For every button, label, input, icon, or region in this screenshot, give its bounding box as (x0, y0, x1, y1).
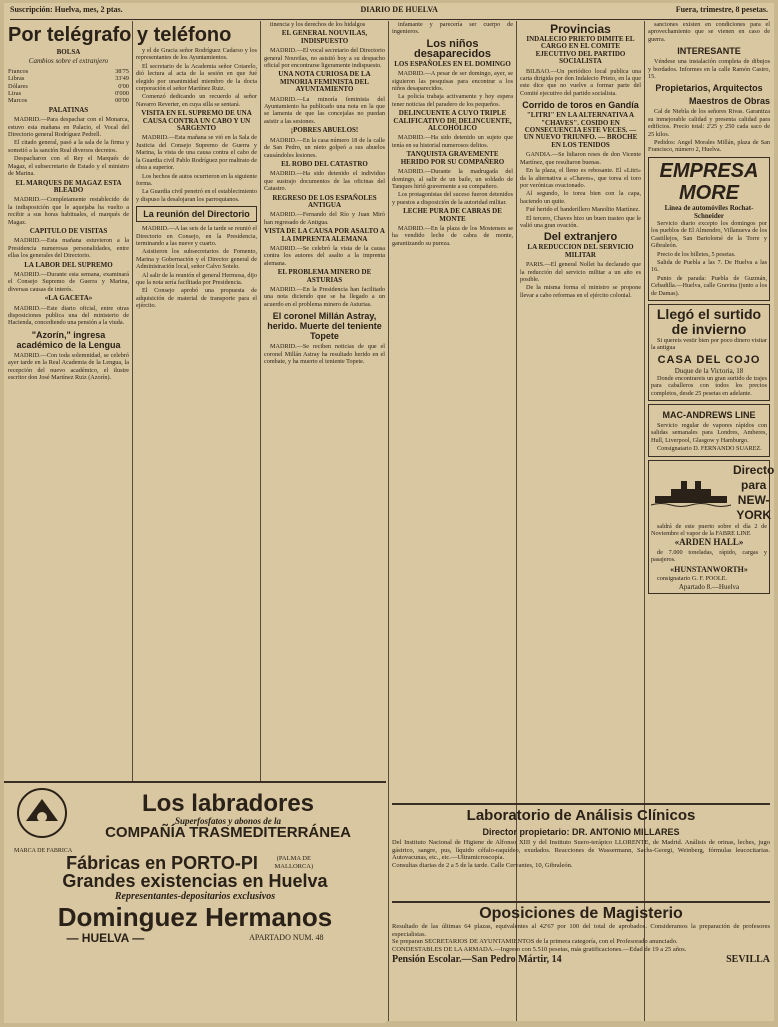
headline: INDALECIO PRIETO DIMITE EL CARGO EN EL COMITE EJECUTIVO DEL PARTIDO SOCIALISTA (526, 35, 635, 66)
stock-notice: Grandes existencias en Huelva (62, 871, 328, 891)
article-text: infamante y parecería ser cuerpo de ingenieros. (392, 21, 513, 36)
ad-subheading: Maestros de Obras (688, 96, 770, 107)
ship-name: «HUNSTANWORTH» (670, 564, 748, 574)
article-text: Despacharon con el Rey el Marqués de Magaz, el subsecretario de Estado y el ministro de Marina. (8, 155, 129, 178)
article-text: MADRID.—La minoría feminista del Ayuntamiento ha publicado una nota en la que se lamenta de que las concejalas no puedan asistir a las sesiones. (264, 95, 385, 125)
ad-text: Servicio diario excepto los domingos por los pueblos de El Almendro, Villanueva de los Castillejos, San Bartolomé de la Torre y Gibraleón. (651, 219, 767, 250)
article-text: MADRID.—Ha sido detenido el individuo que sustrajo documentos de las oficinas del Catastro. (264, 170, 385, 193)
article-text: MADRID.—Esta mañana se vió en la Sala de Justicia del Consejo Supremo de Guerra y Marina, la vista de una causa contra el cabo de la Guardia civil Pablo Rodríguez por maltrato de obra a superior. (136, 134, 257, 172)
shop-name: CASA DEL COJO (657, 353, 761, 366)
headline: UNA NOTA CURIOSA DE LA MINORIA FEMINISTA DEL AYUNTAMIENTO (278, 70, 371, 94)
ship-name: «ARDEN HALL» (674, 537, 744, 548)
company-name: COMPAÑÍA TRASMEDITERRÁNEA (105, 823, 351, 841)
table-row: Dólares 0'00 (8, 82, 129, 90)
column-5 (520, 21, 641, 801)
article-text: MADRID.—Fernando del Río y Juan Miró han regresado de Antigua. (264, 211, 385, 226)
article-text: MADRID.—En la plaza de los Mostenses se ha vendido leche de cabra de monte, garantizando su pureza. (392, 224, 513, 247)
ad-text: saldrá de este puerto sobre el día 2 de Noviembre el vapor de la FABRE LINE (651, 522, 767, 537)
ad-text: Pedidos: Angel Morales Millán, plaza de San Francisco, número 2, Huelva. (648, 139, 770, 154)
trademark-logo-icon (12, 787, 72, 843)
headline: La reunión del Directorio (136, 206, 257, 222)
ad-text: Precio de los billetes, 5 pesetas. (657, 250, 736, 258)
article-text: MADRID.—Completamente restablecido de la indisposición que le aquejaba ha vuelto a recibir a sus horas habituales, el marqués de Magaz. (8, 196, 129, 226)
page-header (10, 5, 768, 20)
ad-text: Resultado de las últimas 64 plazas, equivalentes al 42'67 por 100 del total de aprobados. Consideramos la preparación de profesores especialistas. (392, 923, 770, 938)
article-text: MADRID.—A pesar de ser domingo, ayer, se siguieron las pesquisas para encontrar a los niños desaparecidos. (392, 70, 513, 93)
article-text: El citado general, pasó a la sala de la firma y sometió a la sanción Real diversos decretos. (8, 139, 129, 154)
article-text: La policía trabaja activamente y hoy espera tener noticias del paradero de los pequeños. (392, 93, 513, 108)
shop-address: Duque de la Victoria, 18 (674, 366, 744, 375)
ad-title: EMPRESA MORE (659, 159, 759, 204)
ad-subtitle: Superfosfatos y abonos de la (174, 815, 281, 826)
ad-text: Salida de Puebla a las 7. De Huelva a las 16. (651, 258, 767, 274)
pension-address: Pensión Escolar.—San Pedro Mártir, 14 (392, 954, 562, 966)
table-row: Libras 33'49 (8, 75, 129, 83)
ad-text: de 7.000 toneladas, rápido, cargas y pasajeros. (651, 548, 767, 564)
article-text: El Consejo aprobó una propuesta de adquisición de material de transporte para el ejército. (136, 287, 257, 310)
headline: «LA GACETA» (44, 294, 93, 303)
article-text: MADRID.—A las seis de la tarde se reunió el Directorio en Consejo, en la Presidencia, terminando a las nueve y cuarto. (136, 225, 257, 247)
ad-text: Cal de Niebla de los señores Rivas. Garantiza su inmejorable calidad y presenta calidad para edificios. Precio total: 2'25 y 250 cada saco de 25 kilos. (648, 108, 770, 138)
ad-text: consignatario G. F. POOLE. (657, 575, 727, 583)
ad-laboratorio (392, 803, 770, 901)
headline: EL ROBO DEL CATASTRO (281, 159, 368, 168)
article-text: Al salir de la reunión el general Hermosa, dijo que la nota sería facilitada por Presidencia. (136, 271, 257, 286)
article-text: El tercero, Chaves hizo un buen trasteo que le valió una gran ovación. (520, 214, 641, 229)
subheadline: "LITRI" EN LA ALTERNATIVA A "CHAVES". COSIDO EN CONSECUENCIA ESTE VECES. — UN NUEVO TRIUNFO. — BROCHE EN LOS TENIDOS (523, 111, 638, 149)
article-text: BILBAO.—Un periódico local publica una carta dirigida por don Indalecio Prieto, en la que este dice que no vuelve a formar parte del Comité ejecutivo del partido socialista. (520, 67, 641, 97)
ad-director: Director propietario: DR. ANTONIO MILLARES (482, 827, 680, 837)
ad-text: Servicio regular de vapores rápidos con salidas semanales para Londres, Amberes, Hull, Liverpool, Glasgow y Hamburgo. (651, 421, 767, 444)
article-text: MADRID.—Durante la madrugada del domingo, al salir de un baile, un soldado de Tanques hirió gravemente a su compañero. (392, 168, 513, 190)
article-text: Los protagonistas del suceso fueron detenidos y puestos a disposición de la autoridad militar. (392, 191, 513, 206)
newspaper-name: DIARIO DE HUELVA (360, 5, 438, 14)
ad-text: Véndese una instalación completa de dibujos y bordados. Informes en la calle Ramón Castro, 15. (648, 58, 770, 81)
firm-town: — HUELVA — (66, 931, 145, 945)
headline: LA REDUCCION DEL SERVICIO MILITAR (527, 243, 634, 259)
article-text: y el de Gracia señor Rodríguez Cadarso y los representantes de los Ayuntamientos. (136, 47, 257, 62)
article-text: El secretario de la Academia señor Cotarelo, dió lectura al acta de la sesión en que fué elegido por unanimidad miembro de la docta corporación el señor Martínez Ruiz. (136, 62, 257, 93)
article-text: MADRID.—Para despachar con el Monarca, estuvo esta mañana en Palacio, el Vocal del Directorio general Rodríguez Pedrell. (8, 116, 129, 139)
article-text: MADRID.—Ha sido detenido un sujeto que tenía en su historial numerosos delitos. (392, 134, 513, 149)
ad-title: Directo para NEW-YORK (733, 462, 775, 522)
headline: EL MARQUES DE MAGAZ ESTA BLEADO (15, 178, 122, 194)
article-text: Fué herido el banderillero Manolito Martínez. (526, 206, 640, 214)
headline: LECHE PURA DE CABRAS DE MONTE (403, 207, 502, 223)
ad-address: Apartado 8.—Huelva (678, 583, 740, 592)
newspaper-page (4, 3, 774, 1021)
article-text: MADRID.—Este diario oficial, entre otras disposiciones publica una del ministerio de Hacienda, concediendo una pensión a la viuda. (8, 304, 129, 327)
bolsa-title: BOLSA (56, 48, 81, 56)
article-text: Comenzó dedicando un recuerdo al señor Navarro Reverter, en cuya silla se sentará. (136, 93, 257, 108)
ad-title: Llegó el surtido de invierno (656, 305, 762, 337)
article-text: En la plaza, el lleno es rebosante. El «Litri» da la alternativa a «Chaves», que torea el toro por verónicas ovacionado. (520, 167, 641, 189)
ad-address: Consultas diarias de 2 a 5 de la tarde. Calle Cervantes, 10, Gibraleón. (392, 861, 573, 869)
article-text: MADRID.—Durante esta semana, examinará el Consejo Supremo de Guerra y Marina, diversas causas de interés. (8, 270, 129, 293)
headline: EL PROBLEMA MINERO DE ASTURIAS (277, 268, 372, 284)
headline: REGRESO DE LOS ESPAÑOLES ANTIGUA (272, 193, 377, 209)
ad-subtitle: Línea de automóviles Rochat-Schneider (664, 203, 754, 220)
section-title: Por telégrafo y teléfono (8, 24, 232, 46)
headline: TANQUISTA GRAVEMENTE HERIDO POR SU COMPAÑERO (400, 150, 505, 166)
article-text: MADRID.—Esta mañana estuvieron a la Presidencia numerosas personalidades, entre ellas los generales del Directorio. (8, 237, 129, 260)
article-text: MADRID.—En la casa número 18 de la calle de San Pedro, un nieto golpeó a sus abuelos causándoles lesiones. (264, 136, 385, 159)
ad-oposiciones (392, 901, 770, 1021)
article-text: MADRID.—En la Presidencia han facilitado una nota diciendo que se ha llegado a un acuerdo en el problema minero de Asturias. (264, 286, 385, 308)
article-text: MADRID.—El vocal secretario del Directorio general Nouvilas, no asistió hoy a su despacho oficial por encontrarse ligeramente indispuesto. (264, 47, 385, 70)
article-text: La Guardia civil penetró en el establecimiento y dispuso la desalojaran los parroquianos. (136, 188, 257, 203)
article-text: sanciones existen en condiciones para el aprovechamiento que se vienen en caso de guerra. (648, 21, 770, 43)
ad-text: CONDESTABLES DE LA ARMADA.—Ingreso con 5.510 pesetas, más gratificaciones.—Edad de 19 a 25 años. (392, 945, 687, 953)
ad-text: Si quereis vestir bien por poco dinero visitar la antigua (651, 336, 767, 352)
ad-new-york (648, 460, 775, 595)
ad-title: Los labradores (141, 789, 315, 817)
article-text: MADRID.—Se celebró la vista de la causa contra los autores del asalto a la imprenta alemana. (264, 244, 385, 267)
headline: Corrido de toros en Gandía (522, 100, 639, 111)
headline: PALATINAS (48, 105, 89, 114)
article-text: Asistieron los subsecretarios de Fomento, Marina y Gobernación y el Director general de Administración local, señor Calvo Sotelo. (136, 248, 257, 271)
column-2 (136, 47, 257, 807)
headline: El coronel Millán Astray, herido. Muerte del teniente Topete (267, 311, 382, 342)
article-text: tinencia y los derechos de los hidalgos (270, 21, 366, 28)
table-row: Francos 38'75 (8, 67, 129, 75)
headline: EL GENERAL NOUVILAS, INDISPUESTO (281, 29, 368, 45)
article-text: GANDIA.—Se lidiaron reses de don Vicente Martínez, que resultaron buenas. (520, 151, 641, 166)
article-text: Los hechos de autos ocurrieron en la siguiente forma. (136, 172, 257, 187)
ad-text: Punto de parada: Puebla de Guzmán, Cebadilla.—Huelva, calle Gravina (junto a los de Damas). (651, 274, 767, 297)
subscription-outside: Fuera, trimestre, 8 pesetas. (675, 5, 768, 14)
exchange-table (8, 68, 129, 105)
article-text: De la misma forma el ministro se propone llevar a cabo reformas en el ejército colonial. (520, 284, 641, 299)
ad-text: Donde encontrareis un gran surtido de trajes para caballeros con todos los precios completos, desde 25 pesetas en adelante. (651, 374, 767, 397)
headline: VISTA DE LA CAUSA POR ASALTO A LA IMPRENTA ALEMANA (264, 227, 385, 243)
ad-title: MAC-ANDREWS LINE (662, 409, 756, 420)
factory-location: Fábricas en PORTO-PI (66, 852, 258, 873)
ad-labradores (4, 781, 386, 1023)
trademark-label: MARCA DE FABRICA (14, 848, 73, 854)
factory-city: (PALMA DE MALLORCA) (274, 855, 314, 870)
ad-empresa-more (648, 157, 770, 301)
headline: CAPITULO DE VISITAS (29, 226, 108, 235)
section-title: Del extranjero (543, 231, 618, 244)
ad-title: Oposiciones de Magisterio (479, 905, 683, 922)
article-text: MADRID.—Con toda solemnidad, se celebró ayer tarde en la Real Academia de la Lengua, la recepción del nuevo académico, el ilustre escritor don José Martínez Ruiz (Azorín). (8, 351, 129, 382)
postal-box: APARTADO NUM. 48 (249, 933, 324, 942)
representatives: Representantes-depositarios exclusivos (114, 891, 276, 902)
headline: "Azorín," ingresa académico de la Lengua (16, 329, 121, 350)
headline: DELINCUENTE A CUYO TRIPLE CALIFICATIVO DE DELINCUENTE, ALCOHÓLICO (393, 109, 512, 133)
ad-text: Se preparan SECRETARIOS DE AYUNTAMIENTOS de la primera categoría, con el Profesorado anunciado. (392, 938, 678, 946)
ad-heading: Propietarios, Arquitectos (655, 83, 763, 94)
section-title: Provincias (550, 22, 611, 36)
headline: ¡POBRES ABUELOS! (290, 126, 359, 135)
ad-text: Del Instituto Nacional de Higiene de Alfonso XIII y del Instituto Suero-terápico LLORENTE, de Madrid. Análisis de orinas, leches, jugo gástrico, sangre, pus, líquido céfalo-raquídeo, exudados. Reacciones de Wassermann, Sachs-Georgi, Weinberg, fórmulas leucocitarias. Autovacunas, etc., etc.—Ultramicroscopía. (392, 839, 770, 862)
table-row: Liras 0'000 (8, 90, 129, 98)
steamship-icon (651, 478, 731, 508)
ad-title: Laboratorio de Análisis Clínicos (466, 807, 696, 824)
headline: LA LABOR DEL SUPREMO (24, 260, 113, 269)
subscription-local: Suscripción: Huelva, mes, 2 ptas. (10, 5, 123, 14)
column-3 (264, 21, 385, 781)
article-text: Al segundo, lo torea bien con la capa, haciendo un quite. (520, 190, 641, 205)
article-text: MADRID.—Se reciben noticias de que el coronel Millán Astray ha resultado herido en el combate, y ha muerto el teniente Topete. (264, 343, 385, 366)
ad-heading: INTERESANTE (677, 46, 741, 57)
ad-text: Consignatario D. FERNANDO SUAREZ. (657, 445, 762, 453)
ad-mac-andrews (648, 404, 770, 457)
ad-casa-del-cojo (648, 304, 770, 401)
headline: Los niños desaparecidos (413, 37, 492, 60)
bolsa-subtitle: Cambios sobre el extranjero (28, 57, 109, 66)
city-name: SEVILLA (726, 954, 770, 966)
article-text: PARIS.—El general Nollet ha declarado que la reducción del servicio militar a un año es posible. (520, 261, 641, 283)
firm-name: Dominguez Hermanos (57, 902, 333, 932)
subheadline: LOS ESPAÑOLES EN EL DOMINGO (394, 59, 511, 68)
headline: VISITA EN EL SUPREMO DE UNA CAUSA CONTRA UN CABO Y UN SARGENTO (141, 109, 252, 133)
table-row: Marcos 00'00 (8, 97, 129, 105)
